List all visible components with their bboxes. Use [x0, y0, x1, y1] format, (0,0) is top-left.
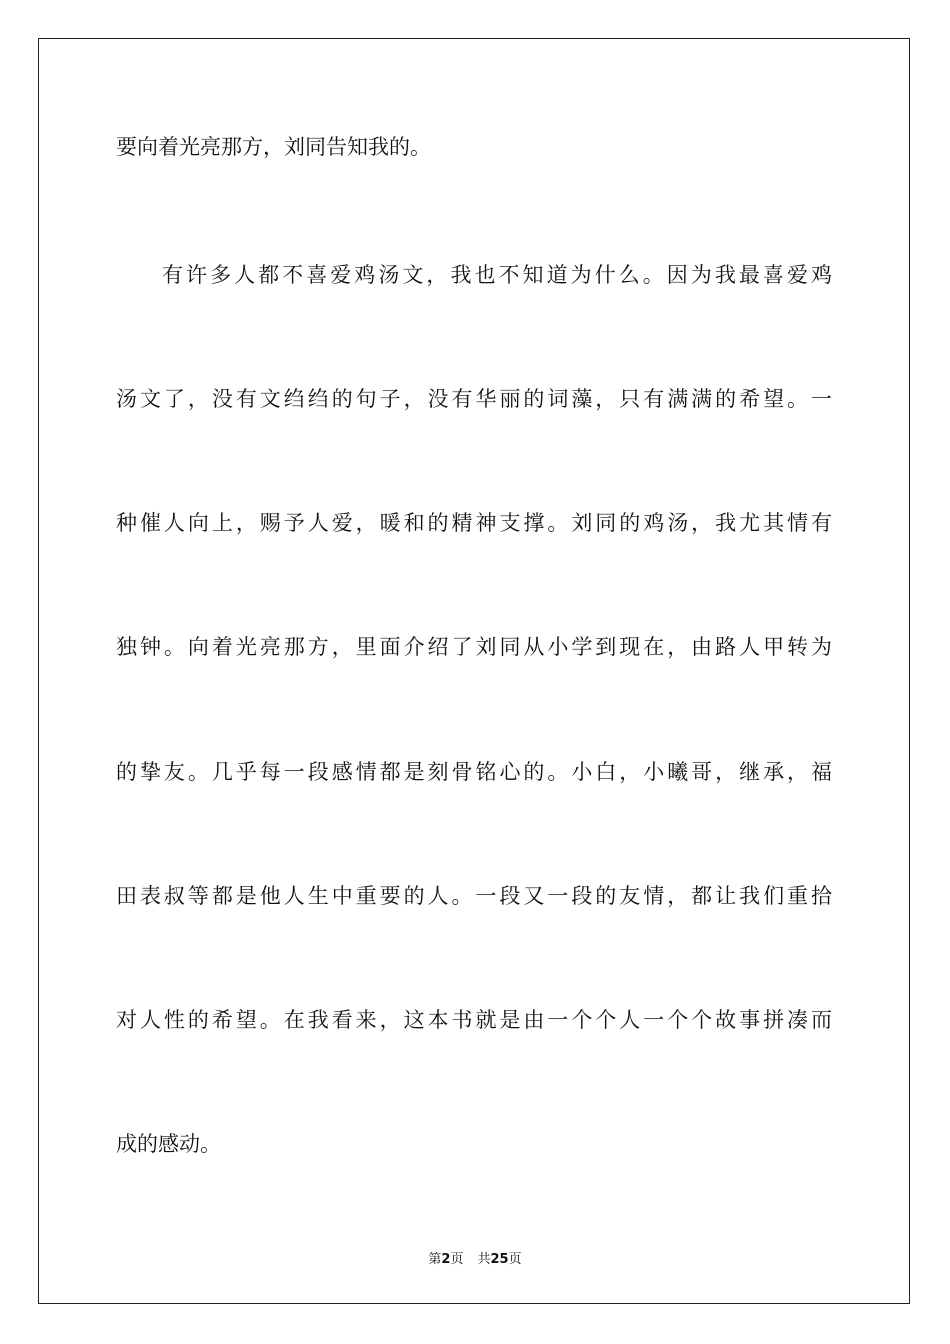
text-line: 田表叔等都是他人生中重要的人。一段又一段的友情，都让我们重拾 [116, 884, 832, 908]
page-prefix: 第 [428, 1252, 442, 1267]
text-line: 成的感动。 [116, 1132, 221, 1156]
paragraph-first-line: 有许多人都不喜爱鸡汤文，我也不知道为什么。因为我最喜爱鸡 [162, 263, 832, 287]
page-number: 2 [441, 1252, 451, 1267]
total-pages: 25 [490, 1252, 509, 1267]
text-line: 要向着光亮那方，刘同告知我的。 [116, 135, 431, 159]
page-footer [0, 1248, 950, 1267]
page-suffix: 页 [450, 1252, 464, 1267]
total-suffix: 页 [508, 1252, 522, 1267]
text-line: 的挚友。几乎每一段感情都是刻骨铭心的。小白，小曦哥，继承，福 [116, 760, 832, 784]
text-line: 独钟。向着光亮那方，里面介绍了刘同从小学到现在，由路人甲转为 [116, 635, 832, 659]
page-border [38, 38, 910, 1304]
text-line: 种催人向上，赐予人爱，暖和的精神支撑。刘同的鸡汤，我尤其情有 [116, 511, 832, 535]
total-prefix: 共 [477, 1252, 491, 1267]
text-line: 汤文了，没有文绉绉的句子，没有华丽的词藻，只有满满的希望。一 [116, 387, 832, 411]
text-line: 对人性的希望。在我看来，这本书就是由一个个人一个个故事拼凑而 [116, 1008, 832, 1032]
